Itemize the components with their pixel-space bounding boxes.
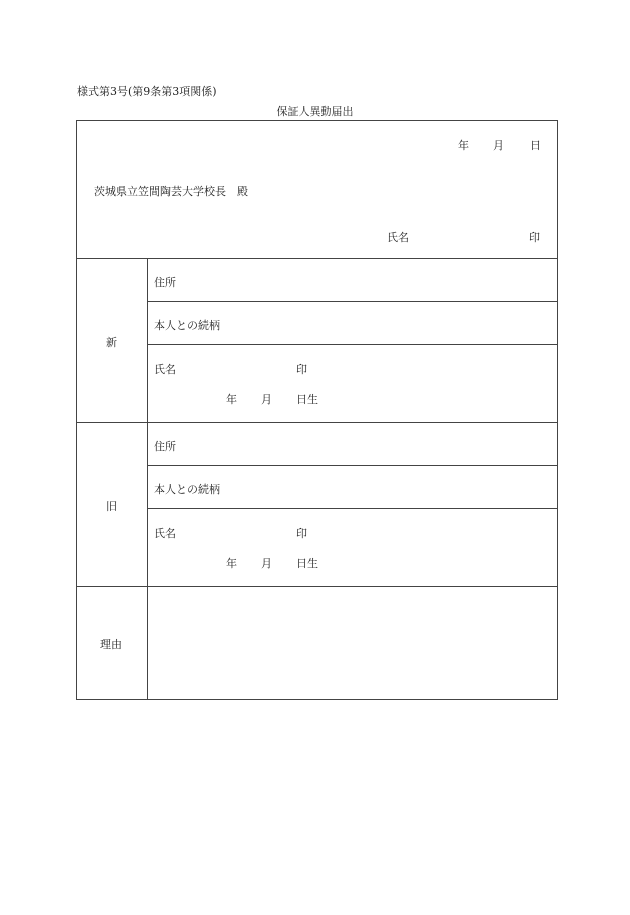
addressee: 茨城県立笠間陶芸大学校長 殿 bbox=[94, 185, 248, 198]
new-seal: 印 bbox=[296, 363, 307, 376]
header-name-label: 氏名 bbox=[387, 231, 409, 244]
divider-new-old bbox=[76, 422, 558, 423]
header-month: 月 bbox=[493, 139, 504, 152]
old-birth-day: 日生 bbox=[296, 557, 318, 570]
old-relation-label: 本人との続柄 bbox=[154, 483, 220, 496]
old-name-label: 氏名 bbox=[154, 527, 176, 540]
form-table bbox=[76, 120, 558, 700]
old-address-label: 住所 bbox=[154, 440, 176, 453]
new-address-label: 住所 bbox=[154, 276, 176, 289]
reason-label: 理由 bbox=[100, 638, 122, 651]
divider-header bbox=[76, 258, 558, 259]
new-section-label: 新 bbox=[106, 336, 117, 349]
form-reference: 様式第3号(第9条第3項関係) bbox=[77, 85, 217, 98]
new-birth-month: 月 bbox=[261, 393, 272, 406]
new-birth-day: 日生 bbox=[296, 393, 318, 406]
header-seal: 印 bbox=[529, 231, 540, 244]
new-birth-year: 年 bbox=[226, 393, 237, 406]
divider-new-address bbox=[147, 301, 558, 302]
header-day: 日 bbox=[530, 139, 541, 152]
old-section-label: 旧 bbox=[106, 500, 117, 513]
divider-old-relation bbox=[147, 508, 558, 509]
new-relation-label: 本人との続柄 bbox=[154, 319, 220, 332]
form-title: 保証人異動届出 bbox=[276, 105, 354, 118]
new-name-label: 氏名 bbox=[154, 363, 176, 376]
old-birth-month: 月 bbox=[261, 557, 272, 570]
header-year: 年 bbox=[458, 139, 469, 152]
divider-old-reason bbox=[76, 586, 558, 587]
divider-new-relation bbox=[147, 344, 558, 345]
divider-old-address bbox=[147, 465, 558, 466]
label-column-divider bbox=[147, 258, 148, 700]
old-seal: 印 bbox=[296, 527, 307, 540]
old-birth-year: 年 bbox=[226, 557, 237, 570]
